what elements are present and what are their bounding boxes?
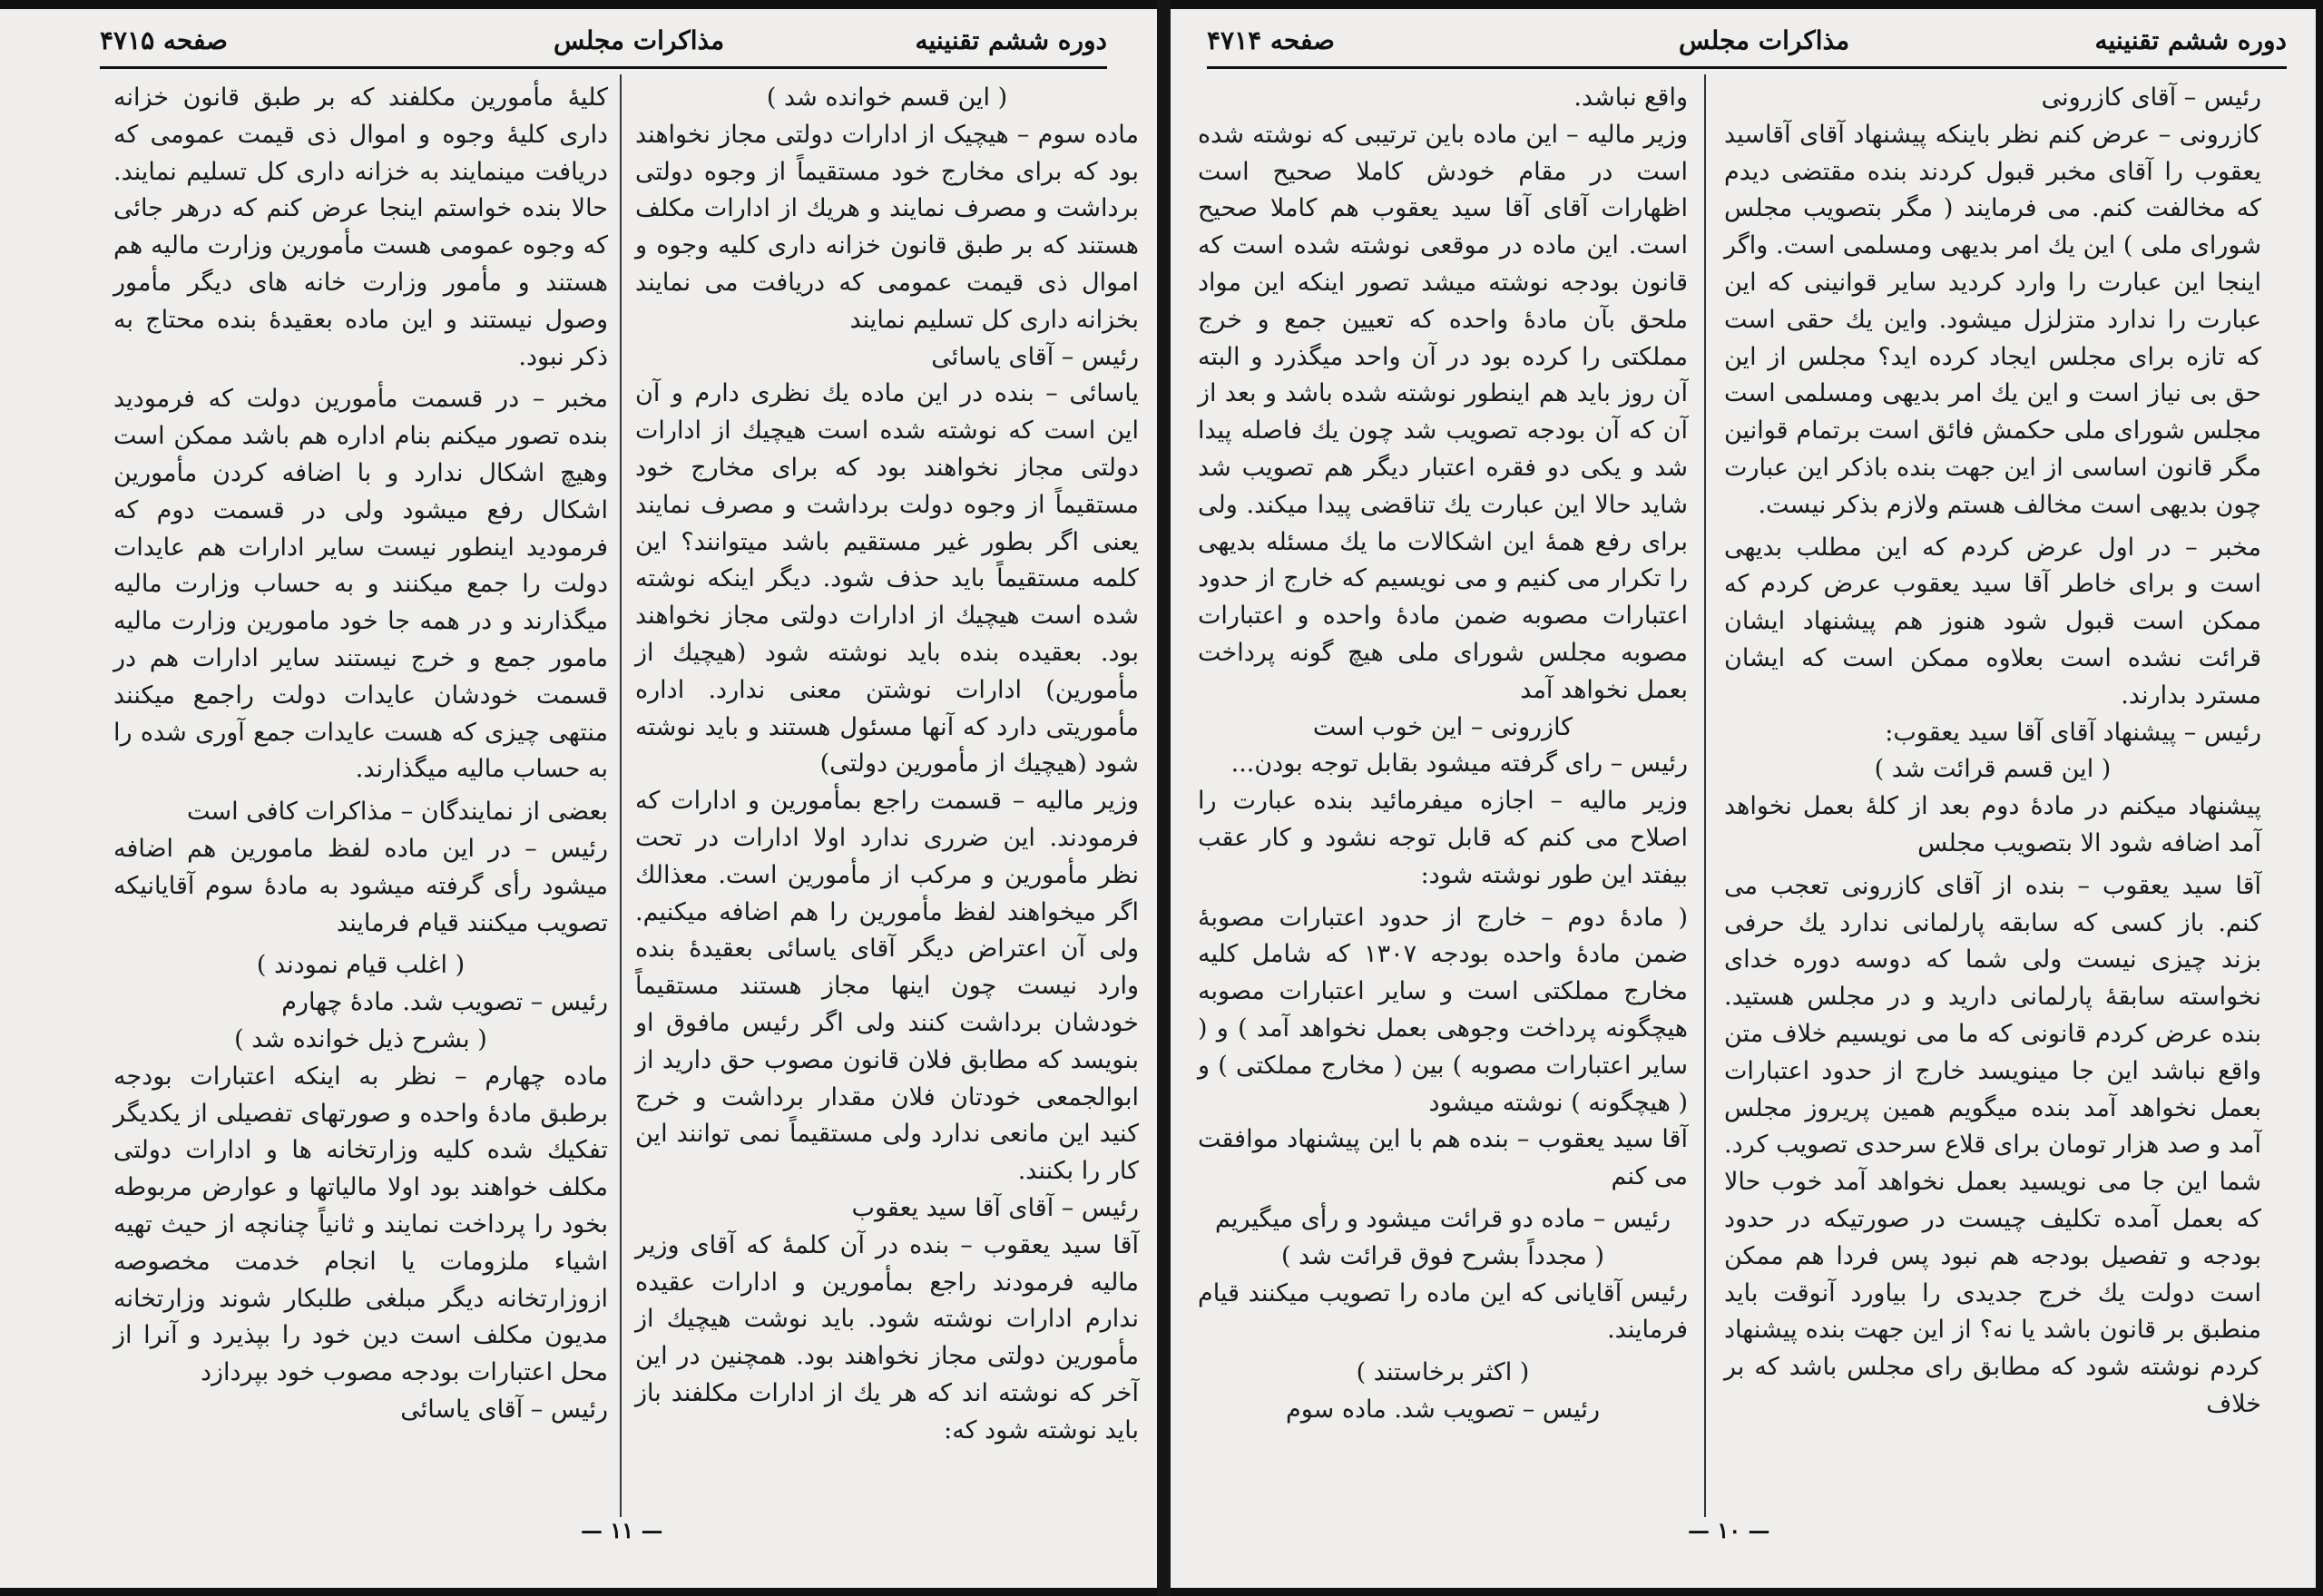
- session-label: دوره ششم تقنینیه: [2094, 25, 2287, 55]
- page-number: صفحه ۴۷۱۵: [100, 25, 228, 55]
- paragraph: ماده چهارم – نظر به اینکه اعتبارات بودجه برطبق مادهٔ واحده و صورتهای تفصیلی از یکدیگر تفکیك شده کلیه وزارتخانه ها و ادارات دولتی مکلف خواهند بود اولا مالیاتها و عوارض مربوطه بخود را پرداخت نمایند و ثانیاً چنانچه از حیث تهیه اشیاء ملزومات یا انجام خدمت مخصوصه ازوزارتخانه دیگر مبلغی طلبکار شوند وزارتخانه مدیون مکلف است دین خود را بپذیرد و آنرا از محل اعتبارات بودجه مصوب خود بپردازد: [113, 1062, 608, 1387]
- paragraph: پیشنهاد میکنم در مادهٔ دوم بعد از کلهٔ بعمل نخواهد آمد اضافه شود الا بتصویب مجلس: [1724, 792, 2261, 857]
- paragraph: واقع نباشد.: [1573, 83, 1688, 112]
- column-left: [1198, 80, 1688, 1429]
- page-footer: — ۱۰ —: [1688, 1517, 1770, 1543]
- book-gutter: [1157, 0, 1171, 1596]
- stage-direction: ( مجدداً بشرح فوق قرائت شد ): [1280, 1241, 1604, 1270]
- left-page: [0, 9, 1157, 1588]
- header-rule: [100, 66, 1107, 69]
- speaker-line: رئیس – پیشنهاد آقای آقا سید یعقوب:: [1885, 718, 2261, 747]
- page-number: صفحه ۴۷۱۴: [1207, 25, 1335, 55]
- speaker-line: رئیس – تصویب شد. مادهٔ چهارم: [281, 988, 608, 1017]
- paragraph: رئیس – در این ماده لفظ مامورین هم اضافه میشود رأی گرفته میشود به مادهٔ سوم آقایانیکه تصویب میکنند قیام فرمایند: [113, 834, 608, 937]
- column-right: [1724, 80, 2261, 1424]
- paragraph: وزیر مالیه – قسمت راجع بمأمورین و ادارات که فرمودند. این ضرری ندارد اولا ادارات در تحت نظر مأمورین و مرکب از مأمورین است. معذالك اگر میخواهند لفظ مأمورین را هم اضافه میکنیم. ولی آن اعتراض دیگر آقای یاسائی بعقیدهٔ بنده وارد نیست چون اینها مجاز هستند مستقیماً خودشان برداشت کنند ولی اگر رئیس مافوق او بنویسد که مطابق فلان قانون مصوب حق دارید از ابوالجمعی خودتان فلان مقدار برداشت و خرج کنید این مانعی ندارد ولی مستقیماً نمی توانند این کار را بکنند.: [635, 787, 1139, 1186]
- stage-direction: ( اکثر برخاستند ): [1356, 1358, 1530, 1387]
- paragraph: یاسائی – بنده در این ماده یك نظری دارم و آن این است که نوشته شده است هیچیك از ادارات دولتی مجاز نخواهند بود که برای مخارج خود مستقیماً از وجوه دولت برداشت و مصرف نمایند یعنی اگر بطور غیر مستقیم باشد میتوانند؟ این کلمه مستقیماً باید حذف شود. دیگر اینکه نوشته شده است هیچیك از ادارات دولتی مجاز نخواهند بود. بعقیده بنده باید نوشته شود (هیچیك از مأمورین) ادارات نوشتن معنی ندارد. اداره مأموریتی دارد که آنها مسئول هستند و باید نوشته شود (هیچیك از مأمورین دولتی): [635, 379, 1139, 778]
- speaker-line: رئیس – آقای یاسائی: [400, 1395, 608, 1424]
- journal-title: مذاکرات مجلس: [554, 25, 725, 55]
- paragraph: آقا سید یعقوب – بنده در آن کلمهٔ که آقای وزیر مالیه فرمودند راجع بمأمورین و ادارات عقیده ندارم ادارات نوشته شود. باید نوشت هیچیك از مأمورین دولتی مجاز نخواهند بود. همچنین در این آخر که نوشته اند که هر یك از ادارات مکلفند باز باید نوشته شود که:: [635, 1230, 1139, 1444]
- speaker-line: رئیس – رای گرفته میشود بقابل توجه بودن...: [1230, 749, 1688, 778]
- column-divider: [620, 74, 622, 1517]
- paragraph: رئیس آقایانی که این ماده را تصویب میکنند قیام فرمایند.: [1198, 1278, 1688, 1345]
- paragraph: وزیر مالیه – این ماده باین ترتیبی که نوشته شده است در مقام خودش کاملا صحیح است اظهارات آقای آقا سید یعقوب هم کاملا صحیح است. این ماده در موقعی نوشته شده است که قانون بودجه نوشته میشد تصور اینکه این مواد ملحق بآن مادهٔ واحده که تعیین جمع و خرج مملکتی را کرده بود در آن واحد میگذرد و البته آن روز باید هم اینطور نوشته شده باشد و بعد از آن که آن بودجه تصویب شد چون یك فاصله پیدا شد و یکی دو فقره اعتبار دیگر هم تصویب شد شاید حالا این عبارت یك تناقضی پیدا میکند. ولی برای رفع همهٔ این اشکالات ما یك مسئله بدیهی را تکرار می کنیم و می نویسیم که خارج از حدود اعتبارات مصوبه ضمن مادهٔ واحده و اعتبارات مصوبه مجلس شورای ملی هیچ گونه پرداخت بعمل نخواهد آمد: [1198, 120, 1688, 704]
- journal-title: مذاکرات مجلس: [1679, 25, 1850, 55]
- speaker-line: کازرونی – این خوب است: [1312, 712, 1573, 741]
- page-footer: — ۱۱ —: [581, 1517, 663, 1543]
- paragraph: کازرونی – عرض کنم نظر باینکه پیشنهاد آقای آقاسید یعقوب را آقای مخبر قبول کردند بنده مقتضی دیدم که مخالفت کنم. می فرمایند ( مگر بتصویب مجلس شورای ملی ) این یك امر بدیهی ومسلمی است. واگر اینجا این عبارت را وارد کردید سایر قوانینی که این عبارت را ندارد متزلزل میشود. واین یك حقی است که تازه برای مجلس ایجاد کرده اید؟ مجلس از این حق بی نیاز است و این یك امر بدیهی ومسلمی است مجلس شورای ملی حکمش فائق است برتمام قوانین مگر قانون اساسی از این جهت بنده باذکر این عبارت چون بدیهی است مخالف هستم ولازم بذکر نیست.: [1724, 120, 2261, 519]
- speaker-line: رئیس – آقای آقا سید یعقوب: [851, 1193, 1139, 1222]
- stage-direction: ( اغلب قیام نمودند ): [256, 951, 466, 980]
- paragraph: مخبر – در اول عرض کردم که این مطلب بدیهی است و برای خاطر آقا سید یعقوب عرض کردم که ممکن است قبول شود هنوز هم پیشنهاد ایشان قرائت نشده است بعلاوه ممکن است که ایشان مسترد بدارند.: [1724, 533, 2261, 710]
- stage-direction: ( بشرح ذیل خوانده شد ): [234, 1024, 487, 1053]
- stage-direction: ( این قسم خوانده شد ): [766, 83, 1008, 112]
- page-header: [100, 22, 1107, 69]
- right-page: [1171, 9, 2316, 1588]
- column-left: [113, 80, 608, 1429]
- stage-direction: ( این قسم قرائت شد ): [1874, 755, 2112, 784]
- session-label: دوره ششم تقنینیه: [915, 25, 1107, 55]
- speaker-line: رئیس – ماده دو قرائت میشود و رأی میگیریم: [1215, 1204, 1671, 1233]
- speaker-line: بعضی از نمایندگان – مذاکرات کافی است: [186, 798, 608, 827]
- speaker-line: رئیس – تصویب شد. ماده سوم: [1286, 1395, 1600, 1424]
- paragraph: ( مادهٔ دوم – خارج از حدود اعتبارات مصوبهٔ ضمن مادهٔ واحده بودجه ۱۳۰۷ که شامل کلیه مخارج مملکتی است و سایر اعتبارات مصوبه هیچگونه پرداخت وجوهی بعمل نخواهد آمد ) و ( سایر اعتبارات مصوبه ) بین ( مخارج مملکتی ) و ( هیچگونه ) نوشته میشود: [1198, 903, 1688, 1117]
- column-divider: [1704, 74, 1706, 1517]
- paragraph: مخبر – در قسمت مأمورین دولت که فرمودید بنده تصور میکنم بنام اداره هم باشد ممکن است وهیچ اشکال ندارد و با اضافه کردن مأمورین اشکال رفع میشود ولی در قسمت دوم که فرمودید اینطور نیست سایر ادارات هم عایدات دولت را جمع میکنند و به حساب وزارت مالیه میگذارند و در همه جا خود مامورین وزارت مالیه مامور جمع و خرج نیستند سایر ادارات هم در قسمت خودشان عایدات دولت راجمع میکنند منتهی چیزی که هست عایدات جمع آوری شده را به حساب مالیه میگذارند.: [113, 385, 608, 784]
- paragraph: ماده سوم – هیچیک از ادارات دولتی مجاز نخواهند بود که برای مخارج خود مستقیماً از وجوه دولتی برداشت و مصرف نمایند و هریك از ادارات مکلف هستند که بر طبق قانون خزانه داری کلیه وجوه و اموال ذی قیمت عمومی که دریافت می نمایند بخزانه داری کل تسلیم نمایند: [635, 120, 1139, 334]
- paragraph: کلیهٔ مأمورین مکلفند که بر طبق قانون خزانه داری کلیهٔ وجوه و اموال ذی قیمت عمومی که دریافت مینمایند به خزانه داری کل تسلیم نمایند. حالا بنده خواستم اینجا عرض کنم که درهر جائی که وجوه عمومی هست مأمورین وزارت مالیه هم هستند و مأمور وزارت خانه های دیگر مأمور وصول نیستند و این ماده بعقیدهٔ بنده محتاج به ذکر نبود.: [113, 83, 608, 371]
- speaker-line: رئیس – آقای کازرونی: [2041, 83, 2261, 112]
- page-header: [1207, 22, 2287, 69]
- speaker-line: رئیس – آقای یاسائی: [931, 342, 1139, 371]
- header-rule: [1207, 66, 2287, 69]
- paragraph: آقا سید یعقوب – بنده هم با این پیشنهاد موافقت می کنم: [1198, 1125, 1688, 1191]
- paragraph: آقا سید یعقوب – بنده از آقای کازرونی تعجب می کنم. باز کسی که سابقه پارلمانی ندارد یك حرفی بزند چیزی نیست ولی شما که دوسه دوره خدای نخواسته سابقهٔ پارلمانی دارید و در مجلس هستید. بنده عرض کردم قانونی که ما می نویسیم خلاف متن واقع نباشد این جا مینویسد خارج از حدود اعتبارات بعمل نخواهد آمد بنده میگویم همین پریروز مجلس آمد و صد هزار تومان برای قلاع سرحدی تصویب کرد. شما این جا می نویسید بعمل نخواهد آمد خوب حالا که بعمل آمده تکلیف چیست در صورتیکه در حدود بودجه و تفصیل بودجه هم نبود پس فردا هم ممکن است دولت یك خرج جدیدی را بیاورد آنوقت باید منطبق بر قانون باشد یا نه؟ از این جهت بنده پیشنهاد کردم نوشته شود که مطابق رای مجلس باشد که بر خلاف: [1724, 871, 2261, 1418]
- paragraph: وزیر مالیه – اجازه میفرمائید بنده عبارت را اصلاح می کنم که قابل توجه نشود و کار عقب بیفتد این طور نوشته شود:: [1198, 787, 1688, 889]
- column-right: [635, 80, 1139, 1449]
